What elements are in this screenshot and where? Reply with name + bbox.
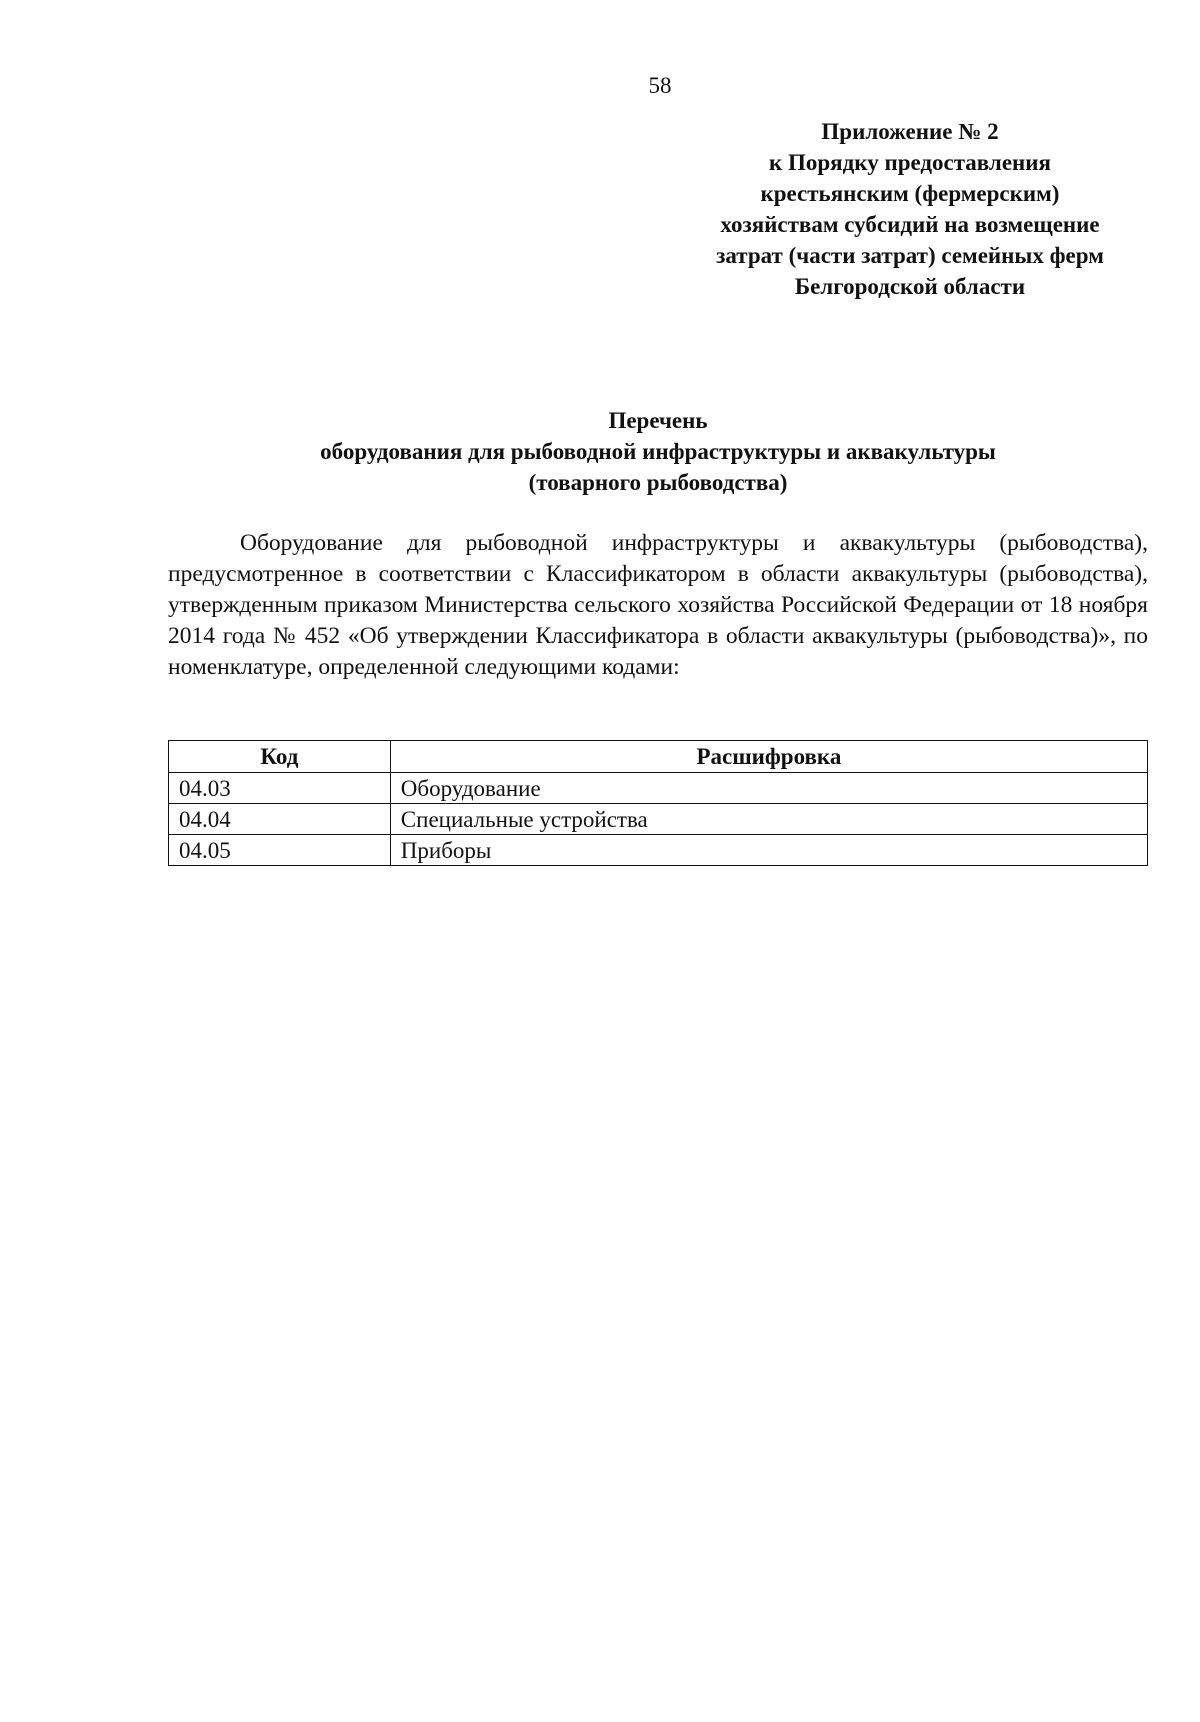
header-code: Код	[169, 741, 391, 773]
appendix-line: к Порядку предоставления	[769, 150, 1051, 175]
description-cell: Оборудование	[390, 773, 1147, 804]
page-number: 58	[648, 73, 672, 98]
appendix-line: Белгородской области	[794, 274, 1026, 299]
header-description: Расшифровка	[390, 741, 1147, 773]
table-header-row	[169, 741, 1148, 773]
description-cell: Специальные устройства	[390, 804, 1147, 835]
list-title-line: оборудования для рыбоводной инфраструктуры и аквакультуры	[320, 439, 996, 464]
appendix-heading	[680, 116, 1140, 302]
code-cell: 04.05	[169, 835, 391, 866]
list-title-line: Перечень	[608, 408, 708, 433]
table-row	[169, 804, 1148, 835]
appendix-line: затрат (части затрат) семейных ферм	[716, 243, 1104, 268]
appendix-line: крестьянским (фермерским)	[760, 181, 1060, 206]
code-cell: 04.03	[169, 773, 391, 804]
table-row	[169, 835, 1148, 866]
code-cell: 04.04	[169, 804, 391, 835]
codes-table	[168, 740, 1148, 866]
body-paragraph: Оборудование для рыбоводной инфраструктуры и аквакультуры (рыбоводства), предусмотренное в соответствии с Классификатором в области аквакультуры (рыбоводства), утвержденным приказом Министерства сельского хозяйства Российской Федерации от 18 ноября 2014 года № 452 «Об утверждении Классификатора в области аквакультуры (рыбоводства)», по номенклатуре, определенной следующими кодами:	[168, 530, 1148, 680]
appendix-line: хозяйствам субсидий на возмещение	[720, 212, 1100, 237]
body-text	[168, 528, 1148, 683]
description-cell: Приборы	[390, 835, 1147, 866]
appendix-line: Приложение № 2	[821, 119, 999, 144]
list-title	[168, 405, 1148, 498]
list-title-line: (товарного рыбоводства)	[528, 470, 788, 495]
table-row	[169, 773, 1148, 804]
